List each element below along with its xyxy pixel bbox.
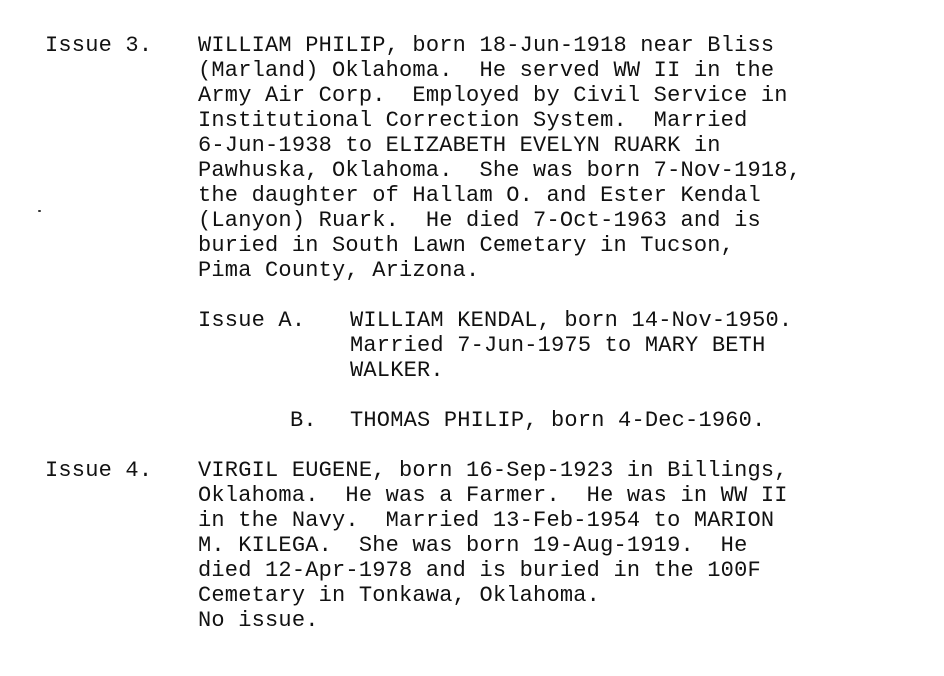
issue-4-line: Oklahoma. He was a Farmer. He was in WW II — [198, 483, 788, 508]
issue-3-line: 6-Jun-1938 to ELIZABETH EVELYN RUARK in — [198, 133, 721, 158]
issue-4-line: VIRGIL EUGENE, born 16-Sep-1923 in Billings, — [198, 458, 788, 483]
scan-speck — [38, 210, 41, 212]
issue-4-label: Issue 4. — [45, 458, 153, 483]
issue-3-line: buried in South Lawn Cemetary in Tucson, — [198, 233, 735, 258]
issue-4-line: in the Navy. Married 13-Feb-1954 to MARION — [198, 508, 775, 533]
issue-3-line: Institutional Correction System. Married — [198, 108, 748, 133]
sub-issue-a-line: WILLIAM KENDAL, born 14-Nov-1950. — [350, 308, 793, 333]
issue-3-label: Issue 3. — [45, 33, 153, 58]
issue-4-line: died 12-Apr-1978 and is buried in the 100F — [198, 558, 761, 583]
issue-4-line: M. KILEGA. She was born 19-Aug-1919. He — [198, 533, 748, 558]
issue-3-line: (Lanyon) Ruark. He died 7-Oct-1963 and is — [198, 208, 761, 233]
issue-3-line: Pima County, Arizona. — [198, 258, 480, 283]
sub-issue-a-line: Married 7-Jun-1975 to MARY BETH — [350, 333, 766, 358]
issue-3-line: Pawhuska, Oklahoma. She was born 7-Nov-1918, — [198, 158, 802, 183]
issue-3-line: Army Air Corp. Employed by Civil Service in — [198, 83, 788, 108]
issue-3-line: the daughter of Hallam O. and Ester Kendal — [198, 183, 761, 208]
issue-3-line: WILLIAM PHILIP, born 18-Jun-1918 near Bliss — [198, 33, 775, 58]
issue-4-line: Cemetary in Tonkawa, Oklahoma. — [198, 583, 601, 608]
sub-issue-b-line: THOMAS PHILIP, born 4-Dec-1960. — [350, 408, 766, 433]
sub-issue-a-label: Issue A. — [198, 308, 306, 333]
sub-issue-b-label: B. — [290, 408, 317, 433]
sub-issue-a-line: WALKER. — [350, 358, 444, 383]
issue-4-line: No issue. — [198, 608, 319, 633]
issue-3-line: (Marland) Oklahoma. He served WW II in the — [198, 58, 775, 83]
